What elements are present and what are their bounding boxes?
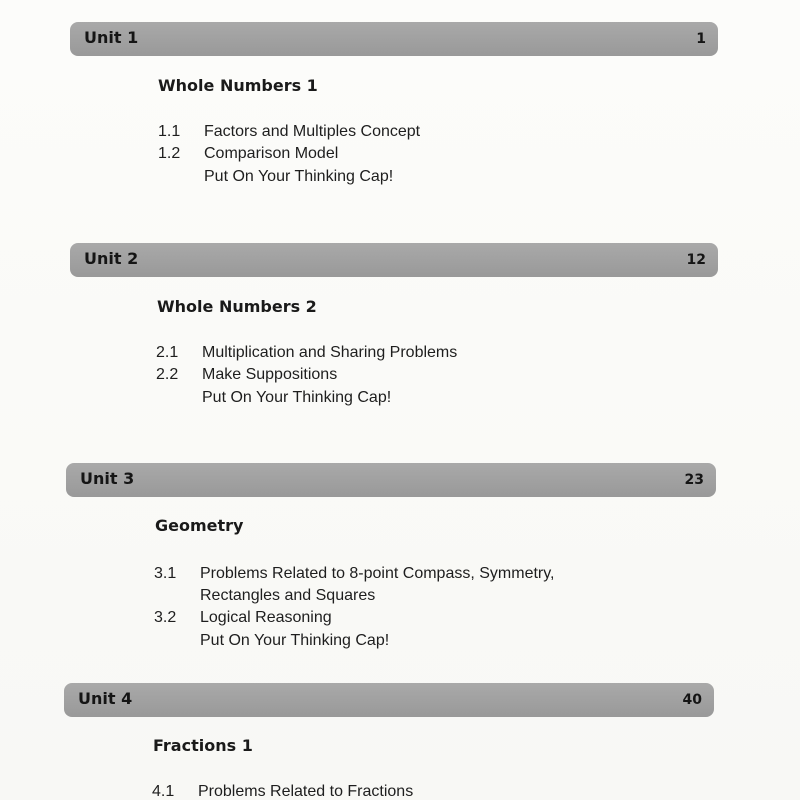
thinking-cap-item: Put On Your Thinking Cap! — [204, 168, 394, 185]
unit-title: Whole Numbers 1 — [158, 76, 318, 95]
unit-title: Whole Numbers 2 — [157, 297, 317, 316]
unit-label: Unit 4 — [78, 689, 133, 708]
lesson-title: Multiplication and Sharing Problems — [202, 344, 458, 361]
lesson-title: Make Suppositions — [202, 366, 338, 383]
lesson-title: Factors and Multiples Concept — [204, 123, 421, 140]
unit-3-header-bar — [66, 463, 716, 497]
unit-2-header-bar — [70, 243, 718, 277]
unit-page-number: 40 — [682, 692, 702, 708]
lesson-title: Problems Related to 8-point Compass, Symmetry, — [200, 565, 555, 582]
thinking-cap-item: Put On Your Thinking Cap! — [200, 632, 390, 649]
unit-page-number: 23 — [684, 472, 704, 488]
unit-page-number: 1 — [696, 31, 706, 47]
unit-title: Fractions 1 — [153, 736, 253, 755]
lesson-title: Comparison Model — [204, 145, 339, 162]
lesson-number: 3.2 — [154, 609, 177, 626]
unit-page-number: 12 — [686, 252, 706, 268]
lesson-number: 3.1 — [154, 565, 177, 582]
lesson-number: 1.2 — [158, 145, 181, 162]
lesson-title: Problems Related to Fractions — [198, 783, 414, 800]
lesson-number: 1.1 — [158, 123, 181, 140]
lesson-number: 2.2 — [156, 366, 179, 383]
lesson-title-continued: Rectangles and Squares — [200, 587, 376, 604]
unit-label: Unit 2 — [84, 249, 139, 268]
lesson-title: Logical Reasoning — [200, 609, 332, 626]
unit-title: Geometry — [155, 516, 244, 535]
thinking-cap-item: Put On Your Thinking Cap! — [202, 389, 392, 406]
unit-4-header-bar — [64, 683, 714, 717]
unit-1-header-bar — [70, 22, 718, 56]
unit-label: Unit 1 — [84, 28, 139, 47]
lesson-number: 2.1 — [156, 344, 179, 361]
lesson-number: 4.1 — [152, 783, 175, 800]
unit-label: Unit 3 — [80, 469, 135, 488]
